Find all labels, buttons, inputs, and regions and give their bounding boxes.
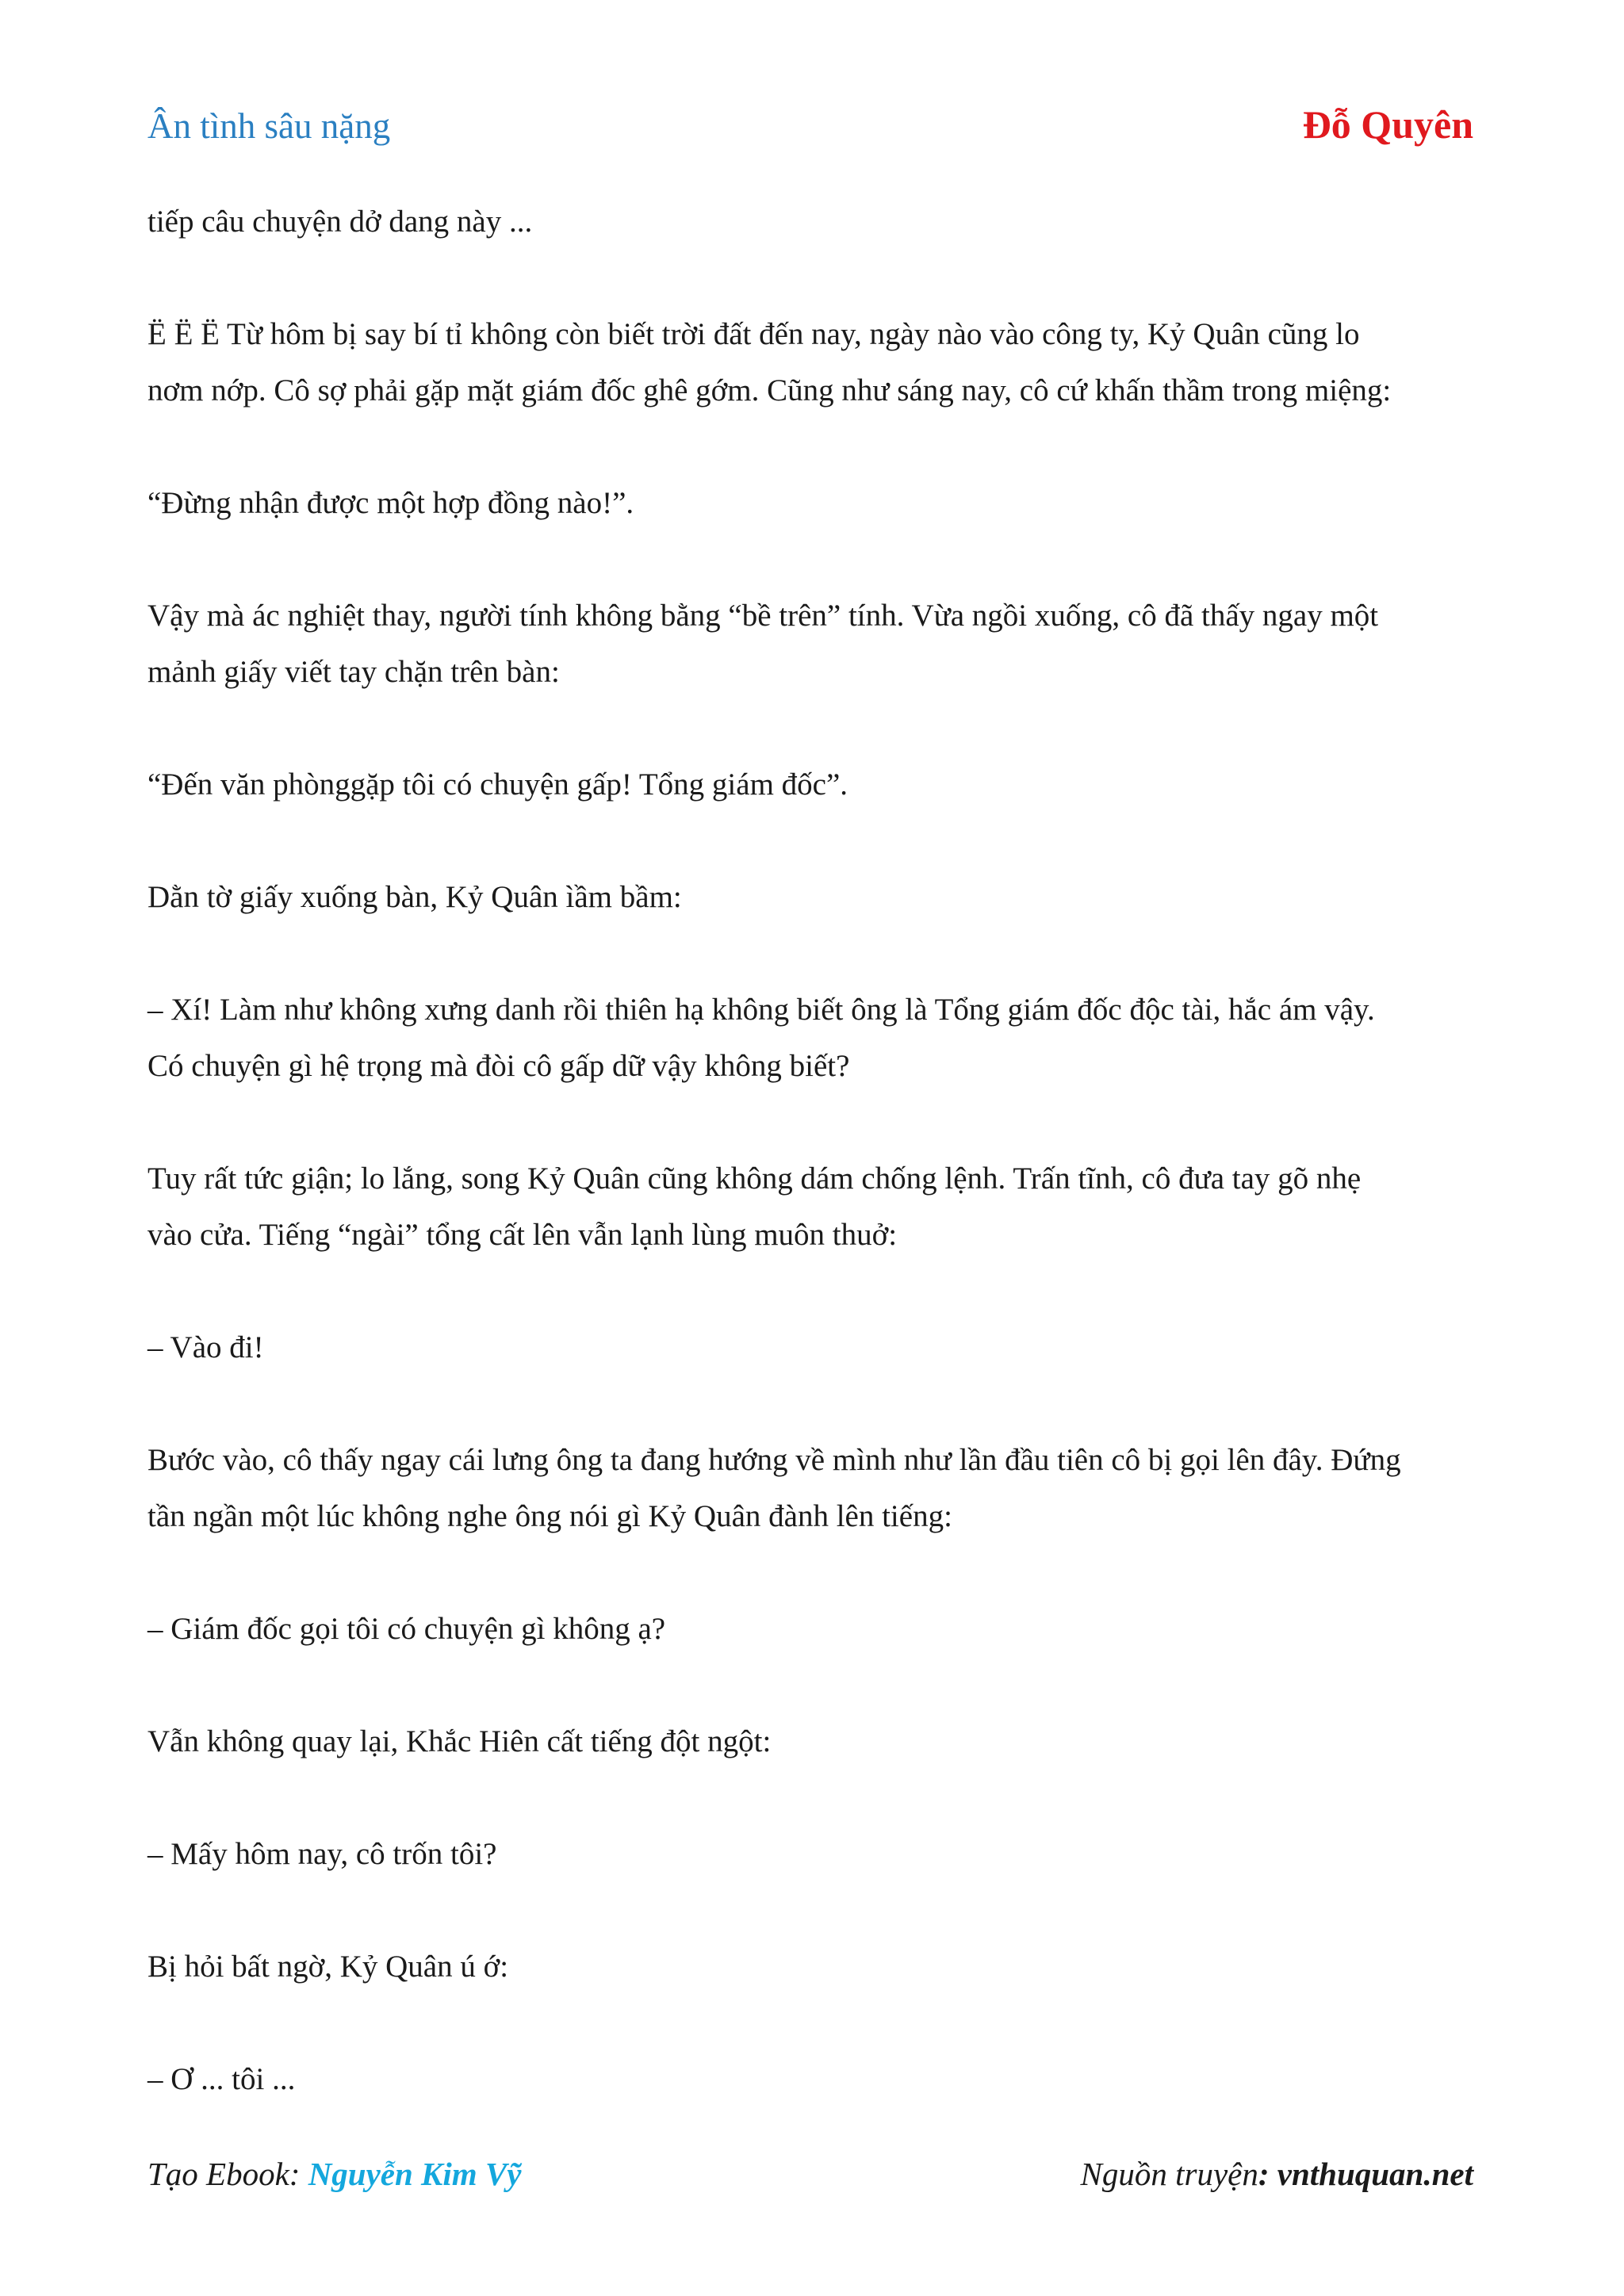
author-name: Đỗ Quyên <box>1302 102 1473 147</box>
source-credit-separator: : <box>1258 2156 1277 2192</box>
paragraph: Bước vào, cô thấy ngay cái lưng ông ta đang hướng về mình như lần đầu tiên cô bị gọi lên đây. Đứng tần ngần một lúc không nghe ông nói gì Kỷ Quân đành lên tiếng: <box>147 1443 1401 1533</box>
paragraph: tiếp câu chuyện dở dang này ... <box>147 205 533 239</box>
paragraph: Vậy mà ác nghiệt thay, người tính không bằng “bề trên” tính. Vừa ngồi xuống, cô đã thấy ngay một mảnh giấy viết tay chặn trên bàn: <box>147 599 1379 689</box>
page-header <box>147 101 1473 157</box>
paragraph: – Vào đi! <box>147 1330 264 1364</box>
paragraph: Dằn tờ giấy xuống bàn, Kỷ Quân ìầm bầm: <box>147 880 682 914</box>
paragraph: Ë Ë Ë Từ hôm bị say bí tỉ không còn biết trời đất đến nay, ngày nào vào công ty, Kỷ Quân cũng lo nơm nớp. Cô sợ phải gặp mặt giám đốc ghê gớm. Cũng như sáng nay, cô cứ khấn thầm trong miệng: <box>147 317 1392 408</box>
paragraph: – Mấy hôm nay, cô trốn tôi? <box>147 1837 497 1871</box>
ebook-credit <box>147 2155 522 2193</box>
source-credit <box>1081 2155 1474 2193</box>
ebook-credit-label: Tạo Ebook <box>147 2156 289 2192</box>
paragraph: – Ơ ... tôi ... <box>147 2062 296 2096</box>
paragraph: – Xí! Làm như không xưng danh rồi thiên hạ không biết ông là Tổng giám đốc độc tài, hắc ám vậy. Có chuyện gì hệ trọng mà đòi cô gấp dữ vậy không biết? <box>147 993 1375 1083</box>
ebook-credit-separator: : <box>289 2156 308 2192</box>
paragraph: – Giám đốc gọi tôi có chuyện gì không ạ? <box>147 1612 666 1646</box>
source-credit-label: Nguồn truyện <box>1080 2156 1258 2192</box>
ebook-creator-name: Nguyễn Kim Vỹ <box>308 2156 522 2192</box>
paragraph: “Đến văn phònggặp tôi có chuyện gấp! Tổng giám đốc”. <box>147 767 848 802</box>
source-site: vnthuquan.net <box>1277 2156 1473 2192</box>
story-body <box>147 193 1481 2164</box>
paragraph: Tuy rất tức giận; lo lắng, song Kỷ Quân cũng không dám chống lệnh. Trấn tĩnh, cô đưa tay gõ nhẹ vào cửa. Tiếng “ngài” tổng cất lên vẫn lạnh lùng muôn thuở: <box>147 1161 1362 1252</box>
paragraph: Bị hỏi bất ngờ, Kỷ Quân ú ớ: <box>147 1950 509 1984</box>
paragraph: Vẫn không quay lại, Khắc Hiên cất tiếng đột ngột: <box>147 1724 772 1758</box>
paragraph: “Đừng nhận được một hợp đồng nào!”. <box>147 486 634 520</box>
book-title: Ân tình sâu nặng <box>147 106 391 146</box>
page-footer <box>147 2155 1473 2193</box>
